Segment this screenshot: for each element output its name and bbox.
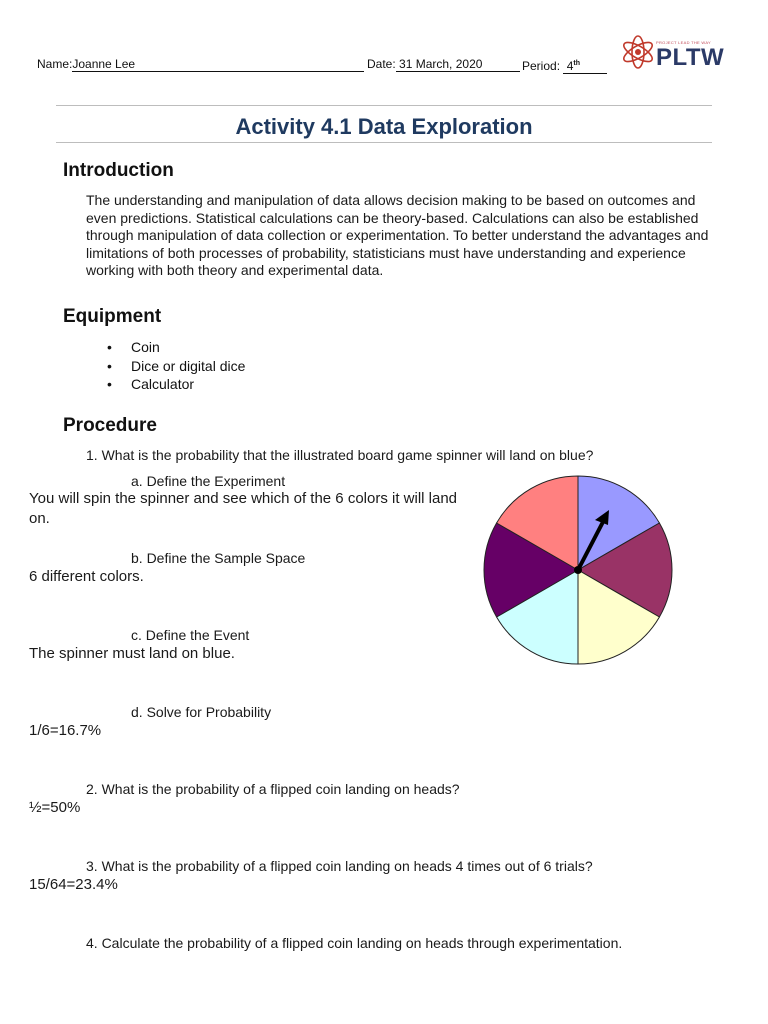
question-2: 2. What is the probability of a flipped coin landing on heads? (86, 781, 460, 797)
logo-small-text: PROJECT LEAD THE WAY (656, 40, 711, 45)
name-label: Name: (37, 57, 73, 71)
answer-1b: 6 different colors. (29, 568, 144, 585)
answer-2: ½=50% (29, 799, 81, 816)
spinner-illustration (478, 470, 678, 670)
date-label: Date: (367, 57, 396, 71)
period-field (522, 57, 607, 74)
introduction-heading: Introduction (63, 160, 174, 181)
spinner-hub (574, 566, 582, 574)
question-1d: d. Solve for Probability (131, 704, 272, 720)
question-1a: a. Define the Experiment (131, 473, 286, 489)
answer-1d: 1/6=16.7% (29, 722, 102, 739)
equipment-item-calculator: • Calculator (107, 375, 245, 394)
equipment-item-dice: • Dice or digital dice (107, 357, 245, 376)
name-value: Joanne Lee (72, 58, 364, 72)
date-field (367, 57, 520, 72)
title-rule-bottom (56, 142, 712, 143)
equipment-heading: Equipment (63, 306, 162, 327)
answer-3: 15/64=23.4% (29, 876, 118, 893)
logo-text: PLTW (656, 44, 725, 71)
page-title: Activity 4.1 Data Exploration (235, 114, 533, 139)
answer-1c: The spinner must land on blue. (29, 645, 235, 662)
question-4: 4. Calculate the probability of a flipped coin landing on heads through experimentation. (86, 935, 623, 951)
atom-icon (620, 34, 656, 70)
period-label: Period: (522, 59, 561, 73)
introduction-text: The understanding and manipulation of data allows decision making to be based on outcomes and even predictions. Statistical calculations can be theory-based. Calculations can also be established through manipulation of data collection or experimentation. To better understand the advantages and limitations of both processes of probability, statisticians must have understanding and experience working with both theory and experimental data. (86, 192, 709, 278)
procedure-heading: Procedure (63, 415, 157, 436)
period-value: 4th (563, 57, 607, 74)
equipment-list (107, 338, 245, 394)
date-value: 31 March, 2020 (396, 58, 520, 72)
period-suffix: th (573, 60, 581, 67)
title-rule-top (56, 105, 712, 106)
question-3: 3. What is the probability of a flipped coin landing on heads 4 times out of 6 trials? (86, 858, 593, 874)
equipment-item-coin: • Coin (107, 338, 245, 357)
question-1b: b. Define the Sample Space (131, 550, 306, 566)
name-field (37, 57, 364, 72)
pltw-logo (620, 32, 730, 74)
answer-1a: You will spin the spinner and see which of the 6 colors it will land on. (29, 490, 458, 527)
question-1c: c. Define the Event (131, 627, 250, 643)
question-1: 1. What is the probability that the illustrated board game spinner will land on blue? (86, 447, 594, 463)
